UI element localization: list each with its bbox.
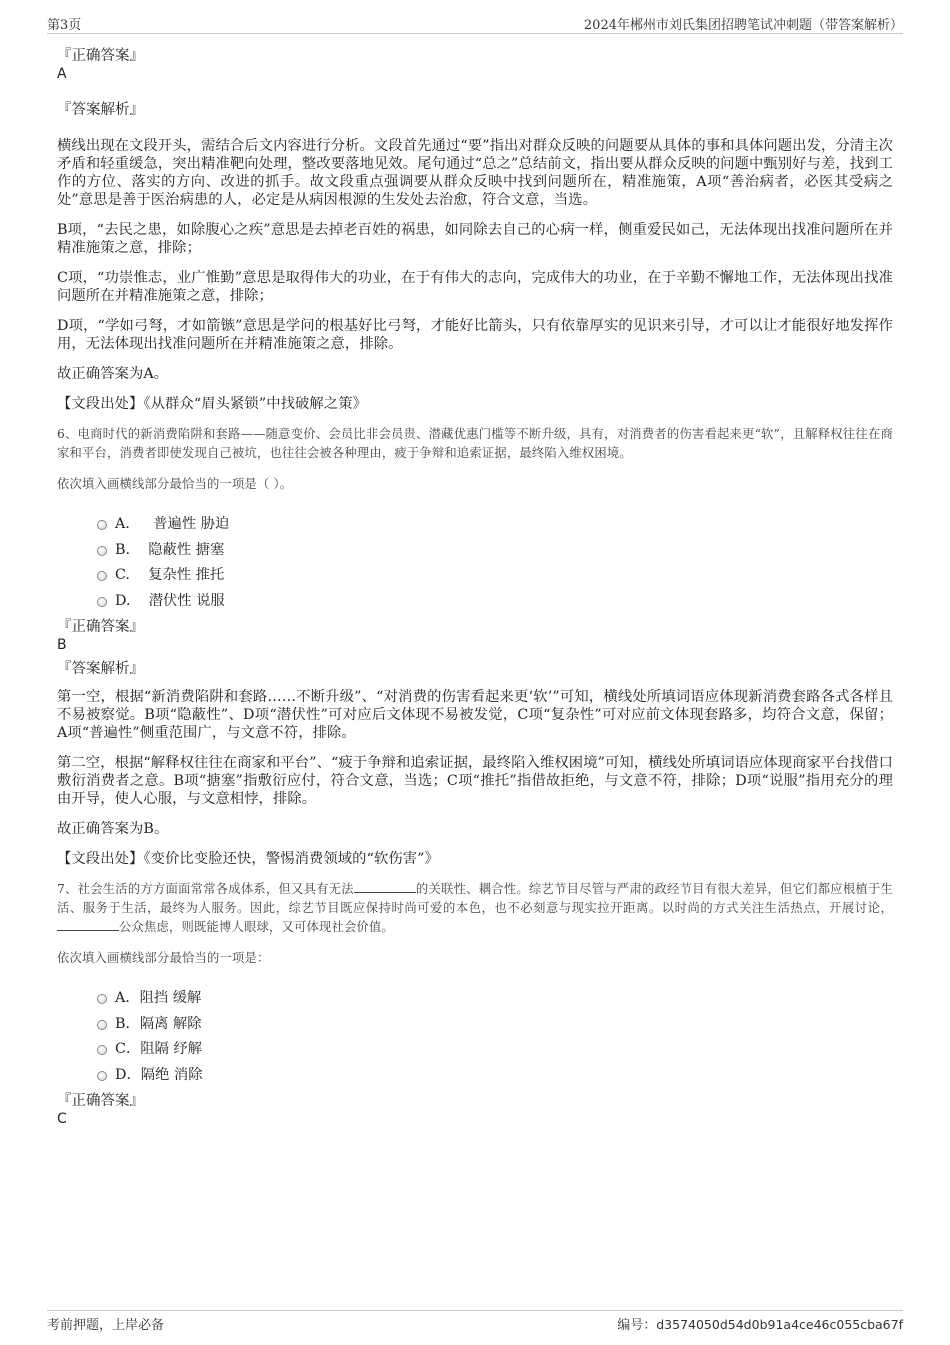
option-b[interactable]: B．隔离 解除 [57,1012,893,1038]
answer-value: C [57,1111,67,1127]
footer-slogan: 考前押题，上岸必备 [47,1318,165,1333]
source-citation: 【文段出处】《从群众“眉头紧锁”中找破解之策》 [57,396,367,412]
answer-label: 『正确答案』 [57,619,144,635]
option-a[interactable]: A．阻挡 缓解 [57,986,893,1012]
fill-blank [57,918,119,931]
answer-value: A [57,66,67,82]
radio-icon[interactable] [97,994,107,1004]
radio-icon[interactable] [97,597,107,607]
radio-icon[interactable] [97,1071,107,1081]
option-a[interactable]: A． 普遍性 胁迫 [57,512,893,538]
answer-label: 『正确答案』 [57,1093,144,1109]
option-d[interactable]: D．隔绝 消除 [57,1063,893,1089]
conclusion: 故正确答案为A。 [57,366,169,382]
analysis-label: 『答案解析』 [57,661,144,677]
source-citation: 【文段出处】《变价比变脸还快，警惕消费领域的“软伤害”》 [57,851,439,867]
analysis-paragraph: 第一空，根据“新消费陷阱和套路……不断升级”、“对消费的伤害看起来更‘软’”可知，横线处所填词语应体现新消费套路各式各样且不易被察觉。B项“隐蔽性”、D项“潜伏性”可对应后文体现不易被发觉，C项“复杂性”可对应前文体现套路多，均符合文意，保留；A项“普遍性”侧重范围广，与文意不符，排除。 [57,689,893,741]
page-footer [47,1314,903,1334]
option-c[interactable]: C．阻隔 纾解 [57,1037,893,1063]
radio-icon[interactable] [97,520,107,530]
analysis-paragraph: B项，“去民之患，如除腹心之疾”意思是去掉老百姓的祸患，如同除去自己的心病一样，侧重爱民如己，无法体现出找准问题所在并精准施策之意，排除； [57,222,893,256]
answer-value: B [57,637,67,653]
radio-icon[interactable] [97,571,107,581]
option-list [57,986,893,1088]
main-content [57,47,893,1128]
question-prompt: 依次填入画横线部分最恰当的一项是： [57,951,270,965]
radio-icon[interactable] [97,546,107,556]
answer-label: 『正确答案』 [57,48,144,64]
header-divider [47,33,903,34]
analysis-paragraph: D项，“学如弓弩，才如箭镞”意思是学问的根基好比弓弩，才能好比箭头，只有依靠厚实的见识来引导，才可以让才能很好地发挥作用，无法体现出找准问题所在并精准施策之意，排除。 [57,318,893,352]
page-header [47,14,903,34]
page-number: 第3页 [47,18,82,33]
question-prompt: 依次填入画横线部分最恰当的一项是（ ）。 [57,477,293,491]
document-title: 2024年郴州市刘氏集团招聘笔试冲刺题（带答案解析） [583,18,903,33]
question-text: 7、社会生活的方方面面常常各成体系，但又具有无法 的关联性、耦合性。综艺节目尽管与严肃的政经节目有很大差异，但它们都应根植于生活、服务于生活，最终为人服务。因此，综艺节目既应保持时尚可爱的本色，也不必刻意与现实拉开距离。以时尚的方式关注生活热点，开展讨论，公众焦虑，则既能博人眼球，又可体现社会价值。 [57,882,893,934]
option-list [57,512,893,614]
option-d[interactable]: D. 潜伏性 说服 [57,589,893,615]
conclusion: 故正确答案为B。 [57,821,169,837]
question-text: 6、电商时代的新消费陷阱和套路——随意变价、会员比非会员贵、潜藏优惠门槛等不断升级，具有，对消费者的伤害看起来更“软”，且解释权往往在商家和平台，消费者即使发现自己被坑，也往往会被各种理由，疲于争辩和追索证据，最终陷入维权困境。 [57,427,893,460]
radio-icon[interactable] [97,1020,107,1030]
analysis-paragraph: 横线出现在文段开头，需结合后文内容进行分析。文段首先通过“要”指出对群众反映的问题要从具体的事和具体问题出发，分清主次矛盾和轻重缓急，突出精准靶向处理，整改要落地见效。尾句通过“总之”总结前文，指出要从群众反映的问题中甄别好与差，找到工作的方位、落实的方向、改进的抓手。故文段重点强调要从群众反映中找到问题所在，精准施策，A项“善治病者，必医其受病之处”意思是善于医治病患的人，必定是从病因根源的生发处去治愈，符合文意，当选。 [57,138,893,208]
analysis-paragraph: C项，“功崇惟志，业广惟勤”意思是取得伟大的功业，在于有伟大的志向，完成伟大的功业，在于辛勤不懈地工作，无法体现出找准问题所在并精准施策之意，排除； [57,270,893,304]
footer-divider [47,1310,903,1311]
document-code: 编号：d3574050d54d0b91a4ce46c055cba67f [617,1317,903,1333]
analysis-paragraph: 第二空，根据“解释权往往在商家和平台”、“疲于争辩和追索证据，最终陷入维权困境”可知，横线处所填词语应体现商家平台找借口敷衍消费者之意。B项“搪塞”指敷衍应付，符合文意，当选；C项“推托”指借故拒绝，与文意不符，排除；D项“说服”指用充分的理由开导，使人心服，与文意相悖，排除。 [57,755,893,807]
option-c[interactable]: C. 复杂性 推托 [57,563,893,589]
radio-icon[interactable] [97,1045,107,1055]
fill-blank [354,880,416,893]
option-b[interactable]: B. 隐蔽性 搪塞 [57,538,893,564]
analysis-label: 『答案解析』 [57,102,144,118]
